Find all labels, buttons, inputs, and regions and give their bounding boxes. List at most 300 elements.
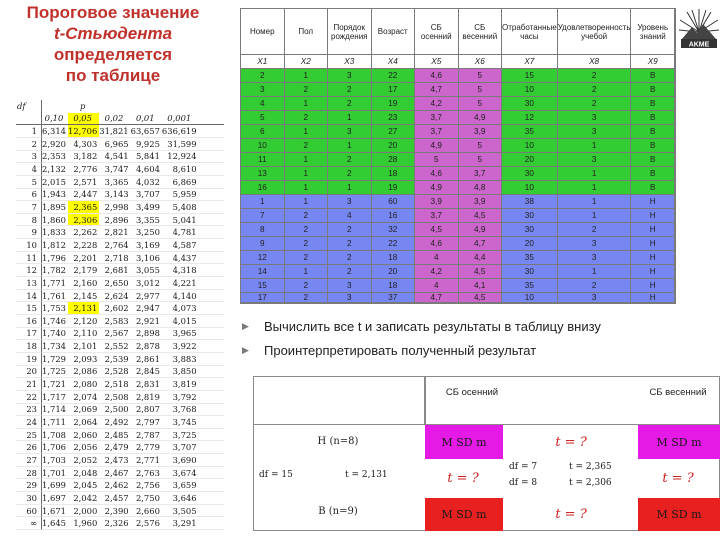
data-table-cell: 15 xyxy=(241,279,285,293)
t-table-cell: 2,756 xyxy=(131,479,162,492)
t-table-cell: 1,725 xyxy=(42,366,66,377)
data-table-cell: 2 xyxy=(328,83,372,97)
data-table-cell: 12 xyxy=(502,111,558,125)
t-table-cell-spacer xyxy=(199,239,224,252)
t-table-cell: 63,657 xyxy=(130,126,160,137)
t-table-cell: 2,042 xyxy=(68,492,99,505)
t-table-df-cell: 25 xyxy=(16,429,42,442)
t-table-cell-spacer xyxy=(199,252,224,265)
t-table-cell: 1,895 xyxy=(42,201,66,212)
t-table-df-cell: 60 xyxy=(16,505,42,518)
t-table-cell-spacer xyxy=(199,151,224,164)
data-table-cell: 3 xyxy=(558,153,632,167)
data-table-cell: В xyxy=(631,83,675,97)
data-table-cell: 1 xyxy=(285,125,329,139)
t-table-cell-spacer xyxy=(199,315,224,328)
data-table-cell: 18 xyxy=(372,251,416,265)
t-table-cell-spacer xyxy=(199,416,224,429)
t-table-prob-header: 0,001 xyxy=(162,113,199,126)
t-table-cell: 3,690 xyxy=(162,454,199,467)
bullet-item-2 xyxy=(242,343,536,358)
t-table-cell: 2,576 xyxy=(131,517,162,530)
data-table-cell: 18 xyxy=(372,279,416,293)
t-table-cell: 3,365 xyxy=(99,176,130,189)
data-table-cell: 22 xyxy=(372,237,416,251)
t-table-cell: 3,707 xyxy=(162,441,199,454)
data-table-cell: 35 xyxy=(502,251,558,265)
akme-logo xyxy=(678,6,720,52)
data-table-cell: 1 xyxy=(285,167,329,181)
t-table-cell: 2,779 xyxy=(131,441,162,454)
data-table-cell: 38 xyxy=(502,195,558,209)
data-table-cell: 35 xyxy=(502,125,558,139)
data-table-cell: 3,7 xyxy=(415,209,459,223)
data-table-cell: 3 xyxy=(328,125,372,139)
t-table-cell: 1,697 xyxy=(42,492,66,503)
data-table-cell: 23 xyxy=(372,111,416,125)
bullet-arrow-icon: ▶ xyxy=(242,345,249,355)
t-table-cell: 1,701 xyxy=(42,467,66,478)
t-table-cell: 2,500 xyxy=(99,404,130,417)
data-table-cell: 1 xyxy=(328,139,372,153)
t-table-cell: 1,833 xyxy=(42,227,66,238)
t-table-cell: 6,314 xyxy=(42,126,66,137)
data-table-cell: 4,9 xyxy=(415,181,459,195)
formula-t-2131: t = 2,131 xyxy=(345,470,388,480)
data-table-cell: Н xyxy=(631,251,675,265)
t-table-cell: 4,318 xyxy=(162,264,199,277)
data-table-cell: 4,7 xyxy=(415,293,459,303)
t-table-cell: 2,052 xyxy=(68,454,99,467)
t-table-cell: 2,060 xyxy=(68,429,99,442)
data-table-cell: 30 xyxy=(502,265,558,279)
t-table-df-cell: 19 xyxy=(16,353,42,366)
t-table-cell: 2,086 xyxy=(68,366,99,379)
t-table-cell: 1,699 xyxy=(42,480,66,491)
data-table-cell: 4 xyxy=(241,97,285,111)
slide-title xyxy=(0,2,226,86)
t-table-cell-spacer xyxy=(199,366,224,379)
t-distribution-table xyxy=(16,100,224,530)
t-table-cell: 2,819 xyxy=(131,391,162,404)
t-table-df-cell: 29 xyxy=(16,479,42,492)
t-table-cell: 2,457 xyxy=(99,492,130,505)
data-table-cell: 35 xyxy=(502,279,558,293)
t-table-cell: 3,291 xyxy=(162,517,199,530)
data-table-cell: 2 xyxy=(558,223,632,237)
data-table-cell: 2 xyxy=(241,69,285,83)
t-table-cell: 2,110 xyxy=(68,328,99,341)
data-table-header: Удовлетворенность учебой xyxy=(558,9,632,55)
t-table-cell: 2,567 xyxy=(99,328,130,341)
t-table-cell: 4,032 xyxy=(131,176,162,189)
t-table-cell: 1,734 xyxy=(42,341,66,352)
t-table-df-cell: 28 xyxy=(16,467,42,480)
t-table-cell: 2,492 xyxy=(99,416,130,429)
t-table-cell: 2,807 xyxy=(131,404,162,417)
data-table-cell: 8 xyxy=(241,223,285,237)
t-table-cell: 5,041 xyxy=(162,214,199,227)
data-table-cell: 30 xyxy=(502,223,558,237)
t-table-cell-spacer xyxy=(199,264,224,277)
t-table-cell: 1,761 xyxy=(42,290,66,301)
data-table-cell: 2 xyxy=(285,279,329,293)
t-table-df-cell: 14 xyxy=(16,290,42,303)
data-table-cell: 1 xyxy=(558,167,632,181)
t-table-cell: 2,131 xyxy=(68,302,99,315)
title-line-4: по таблице xyxy=(65,66,161,85)
t-table-cell: 2,015 xyxy=(42,176,66,187)
data-table-cell: 3 xyxy=(328,293,372,303)
t-table-cell: 2,896 xyxy=(99,214,130,227)
t-table-cell-spacer xyxy=(199,353,224,366)
data-table-cell: 4,8 xyxy=(459,181,503,195)
t-table-cell: 1,943 xyxy=(42,189,66,200)
data-table-cell: 3,9 xyxy=(459,125,503,139)
data-table-cell: 1 xyxy=(558,265,632,279)
t-table-cell: 2,228 xyxy=(68,239,99,252)
data-table-cell: 3 xyxy=(558,111,632,125)
t-table-df-cell: 3 xyxy=(16,151,42,164)
t-table-df-cell: 4 xyxy=(16,163,42,176)
data-table-cell: 2 xyxy=(558,279,632,293)
t-table-cell: 4,587 xyxy=(162,239,199,252)
t-table-cell: 2,528 xyxy=(99,366,130,379)
logo-text: AKME xyxy=(688,41,710,49)
data-table-cell: 20 xyxy=(372,139,416,153)
data-table-cell: 20 xyxy=(502,153,558,167)
data-table-header: Порядок рождения xyxy=(328,9,372,55)
t-table-cell: 2,797 xyxy=(131,416,162,429)
data-table-cell: 4,9 xyxy=(459,111,503,125)
t-table-cell-spacer xyxy=(199,492,224,505)
t-table-cell: 3,646 xyxy=(162,492,199,505)
t-table-df-cell: 21 xyxy=(16,378,42,391)
data-table-cell: 5 xyxy=(415,153,459,167)
formula-t-2306: t = 2,306 xyxy=(569,478,612,488)
data-table-cell: 19 xyxy=(372,181,416,195)
t-table-cell: 2,479 xyxy=(99,441,130,454)
row-label-v: В (n=9) xyxy=(318,506,358,517)
t-table-cell: 2,624 xyxy=(99,290,130,303)
data-table-cell: 5 xyxy=(459,139,503,153)
t-table-cell: 2,602 xyxy=(99,302,130,315)
t-table-df-cell: 24 xyxy=(16,416,42,429)
t-table-cell: 1,714 xyxy=(42,404,66,415)
data-table-cell: 2 xyxy=(285,139,329,153)
data-table-cell: 4,9 xyxy=(459,223,503,237)
data-table-cell: 3,9 xyxy=(415,195,459,209)
t-table-cell: 2,000 xyxy=(68,505,99,518)
t-table-df-cell: 9 xyxy=(16,226,42,239)
t-table-cell-spacer xyxy=(199,138,224,151)
t-table-cell-spacer xyxy=(199,163,224,176)
data-table-var-code: X1 xyxy=(241,55,285,69)
results-header-cell xyxy=(425,376,720,425)
data-table-cell: 5 xyxy=(459,153,503,167)
data-table-cell: В xyxy=(631,69,675,83)
data-table-cell: 12 xyxy=(241,251,285,265)
data-table-cell: 2 xyxy=(285,223,329,237)
t-table-prob-header: 0,01 xyxy=(131,113,162,126)
data-table-cell: 27 xyxy=(372,125,416,139)
data-table-cell: 2 xyxy=(328,265,372,279)
t-table-cell: 3,505 xyxy=(162,505,199,518)
t-table-cell: 1,708 xyxy=(42,429,66,440)
data-table-cell: 1 xyxy=(285,153,329,167)
data-table-cell: 14 xyxy=(241,265,285,279)
t-table-df-cell: 5 xyxy=(16,176,42,189)
data-table-cell: 1 xyxy=(285,181,329,195)
data-table-cell: 2 xyxy=(285,83,329,97)
t-table-cell: 3,250 xyxy=(131,226,162,239)
data-table-cell: 5 xyxy=(241,111,285,125)
t-table-cell: 3,659 xyxy=(162,479,199,492)
t-table-cell: 2,262 xyxy=(68,226,99,239)
t-table-cell: 2,160 xyxy=(68,277,99,290)
data-table-cell: 3,7 xyxy=(415,111,459,125)
t-table-cell: 2,787 xyxy=(131,429,162,442)
akme-logo-icon xyxy=(678,6,720,52)
t-table-df-cell: 2 xyxy=(16,138,42,151)
t-table-cell: 2,045 xyxy=(68,479,99,492)
t-table-prob-header: 0,05 xyxy=(68,113,99,126)
t-value-n-seasons: t = ? xyxy=(555,434,587,450)
data-table-cell: 5 xyxy=(459,97,503,111)
t-table-cell: 1,782 xyxy=(42,265,66,276)
data-table-var-code: X8 xyxy=(558,55,632,69)
data-table-cell: В xyxy=(631,167,675,181)
t-table-header-spacer xyxy=(199,100,224,113)
t-table-cell: 1,729 xyxy=(42,353,66,364)
t-table-cell-spacer xyxy=(199,391,224,404)
t-table-cell: 2,048 xyxy=(68,467,99,480)
data-table-cell: 10 xyxy=(241,139,285,153)
t-table-cell: 1,671 xyxy=(42,505,66,516)
t-table-cell: 2,718 xyxy=(99,252,130,265)
data-table-cell: 18 xyxy=(372,167,416,181)
t-table-cell-spacer xyxy=(199,404,224,417)
data-table-cell: 4 xyxy=(415,251,459,265)
t-table-cell: 12,924 xyxy=(162,151,199,164)
t-table-cell: 2,069 xyxy=(68,404,99,417)
data-table-cell: 1 xyxy=(558,209,632,223)
data-table-cell: 1 xyxy=(558,195,632,209)
title-line-1: Пороговое значение xyxy=(26,3,200,22)
t-table-cell-spacer xyxy=(199,505,224,518)
t-table-cell: 2,132 xyxy=(42,164,66,175)
data-table-cell: 5 xyxy=(459,83,503,97)
t-table-cell: 2,145 xyxy=(68,290,99,303)
data-table-header: СБ весенний xyxy=(459,9,503,55)
t-table-p-label: p xyxy=(79,101,86,112)
t-table-cell: 1,711 xyxy=(42,416,66,427)
row-label-n: Н (n=8) xyxy=(317,436,359,447)
t-table-cell: 2,552 xyxy=(99,340,130,353)
t-table-cell: 3,768 xyxy=(162,404,199,417)
t-table-cell: 2,947 xyxy=(131,302,162,315)
bullet-arrow-icon: ▶ xyxy=(242,321,249,331)
formula-df-15: df = 15 xyxy=(259,470,293,480)
t-table-cell: 3,499 xyxy=(131,201,162,214)
t-table-cell: 3,747 xyxy=(99,163,130,176)
t-table-df-cell: 13 xyxy=(16,277,42,290)
t-value-spring: t = ? xyxy=(662,470,694,486)
data-table-cell: 5 xyxy=(459,69,503,83)
t-table-cell: 2,921 xyxy=(131,315,162,328)
col-header-sb-autumn: СБ осенний xyxy=(445,387,499,398)
data-table-cell: 10 xyxy=(502,83,558,97)
t-table-df-cell: 6 xyxy=(16,189,42,202)
t-table-cell: 4,604 xyxy=(131,163,162,176)
t-table-cell: 12,706 xyxy=(67,126,98,137)
t-table-cell: 4,221 xyxy=(162,277,199,290)
data-table-cell: 3,9 xyxy=(459,195,503,209)
t-table-cell: 2,101 xyxy=(68,340,99,353)
data-table-cell: 4 xyxy=(415,279,459,293)
t-table-df-cell: 12 xyxy=(16,264,42,277)
data-table-cell: 4,5 xyxy=(459,209,503,223)
t-table-cell: 1,812 xyxy=(42,239,66,250)
data-table-cell: 37 xyxy=(372,293,416,303)
results-table xyxy=(253,376,720,531)
t-table-cell-spacer xyxy=(199,176,224,189)
data-table-cell: В xyxy=(631,111,675,125)
title-line-3: определяется xyxy=(53,45,173,64)
data-table-cell: 1 xyxy=(285,69,329,83)
t-table-cell: 3,355 xyxy=(131,214,162,227)
t-table-cell: 2,821 xyxy=(99,226,130,239)
data-table-header: Отработанные часы xyxy=(502,9,558,55)
data-table-header: Пол xyxy=(285,9,329,55)
t-table-cell-spacer xyxy=(199,517,224,530)
t-table-cell: 2,508 xyxy=(99,391,130,404)
data-table-cell: 2 xyxy=(328,153,372,167)
t-table-cell: 2,120 xyxy=(68,315,99,328)
data-table-cell: Н xyxy=(631,237,675,251)
data-table-cell: 2 xyxy=(328,251,372,265)
data-table-cell: 2 xyxy=(328,167,372,181)
data-table-var-code: X9 xyxy=(631,55,675,69)
t-table-cell: 5,959 xyxy=(162,189,199,202)
data-table-cell: 4,5 xyxy=(459,293,503,303)
student-data-table xyxy=(240,8,676,304)
t-table-cell: 4,303 xyxy=(68,138,99,151)
data-table-var-code: X4 xyxy=(372,55,416,69)
data-table-cell: 16 xyxy=(241,181,285,195)
data-table-cell: 1 xyxy=(285,195,329,209)
data-table-cell: 3 xyxy=(328,195,372,209)
t-table-cell: 3,922 xyxy=(162,340,199,353)
data-table-cell: 30 xyxy=(502,209,558,223)
t-table-cell: 3,883 xyxy=(162,353,199,366)
t-table-cell: 2,326 xyxy=(99,517,130,530)
formula-t-2365: t = 2,365 xyxy=(569,462,612,472)
data-table-header: Уровень знаний xyxy=(631,9,675,55)
t-table-cell: 2,764 xyxy=(99,239,130,252)
data-table-cell: 4,6 xyxy=(415,237,459,251)
data-table-var-code: X5 xyxy=(415,55,459,69)
bullet-text-2: Проинтерпретировать полученный результат xyxy=(264,343,537,358)
t-table-cell: 2,201 xyxy=(68,252,99,265)
data-table-cell: 10 xyxy=(502,293,558,303)
data-table-cell: 1 xyxy=(558,181,632,195)
t-table-cell: 4,073 xyxy=(162,302,199,315)
t-table-df-cell: ∞ xyxy=(16,517,42,530)
t-table-header-spacer xyxy=(42,100,68,113)
t-table-cell: 2,771 xyxy=(131,454,162,467)
t-table-df-cell: 17 xyxy=(16,328,42,341)
t-table-cell: 8,610 xyxy=(162,163,199,176)
data-table-cell: Н xyxy=(631,279,675,293)
data-table-cell: 28 xyxy=(372,153,416,167)
t-table-cell: 2,681 xyxy=(99,264,130,277)
t-table-df-cell: 26 xyxy=(16,441,42,454)
formula-df-7: df = 7 xyxy=(509,462,538,472)
t-table-cell: 2,845 xyxy=(131,366,162,379)
t-table-cell: 3,792 xyxy=(162,391,199,404)
t-table-cell-spacer xyxy=(199,125,224,138)
data-table-cell: 3,7 xyxy=(459,167,503,181)
data-table-cell: 15 xyxy=(502,69,558,83)
t-table-cell: 4,437 xyxy=(162,252,199,265)
t-table-cell: 2,447 xyxy=(68,189,99,202)
data-table-cell: 10 xyxy=(502,139,558,153)
t-table-df-cell: 20 xyxy=(16,366,42,379)
data-table-cell: 11 xyxy=(241,153,285,167)
t-table-cell-spacer xyxy=(199,226,224,239)
t-table-cell: 2,064 xyxy=(68,416,99,429)
t-table-prob-header: 0,10 xyxy=(42,113,68,126)
t-table-cell: 2,750 xyxy=(131,492,162,505)
data-table-cell: 2 xyxy=(558,97,632,111)
t-table-cell-spacer xyxy=(199,479,224,492)
t-table-cell: 6,869 xyxy=(162,176,199,189)
data-table-cell: 4 xyxy=(328,209,372,223)
t-table-cell-spacer xyxy=(199,429,224,442)
data-table-cell: 4,9 xyxy=(415,139,459,153)
data-table-cell: 7 xyxy=(241,209,285,223)
data-table-cell: 32 xyxy=(372,223,416,237)
data-table-cell: Н xyxy=(631,209,675,223)
data-table-cell: 4,7 xyxy=(415,83,459,97)
data-table-cell: 2 xyxy=(558,83,632,97)
t-table-cell: 2,179 xyxy=(68,264,99,277)
t-table-cell: 3,055 xyxy=(131,264,162,277)
t-table-cell-spacer xyxy=(199,454,224,467)
data-table-cell: 22 xyxy=(372,69,416,83)
t-table-cell-spacer xyxy=(199,378,224,391)
data-table-cell: 30 xyxy=(502,97,558,111)
t-table-cell: 1,717 xyxy=(42,391,66,402)
title-line-2: t-Стьюдента xyxy=(53,24,173,43)
t-table-df-cell: 10 xyxy=(16,239,42,252)
data-table-cell: 2 xyxy=(558,69,632,83)
data-table-cell: 4,5 xyxy=(459,265,503,279)
data-table-cell: 9 xyxy=(241,237,285,251)
data-table-cell: 3 xyxy=(558,293,632,303)
t-table-cell: 1,740 xyxy=(42,328,66,339)
t-table-df-cell: 18 xyxy=(16,340,42,353)
data-table-cell: 2 xyxy=(285,251,329,265)
t-table-cell: 4,140 xyxy=(162,290,199,303)
data-table-cell: 13 xyxy=(241,167,285,181)
t-table-cell: 2,861 xyxy=(131,353,162,366)
data-table-header: Возраст xyxy=(372,9,416,55)
t-table-cell: 1,706 xyxy=(42,442,66,453)
t-table-cell: 4,781 xyxy=(162,226,199,239)
data-table-cell: 3,7 xyxy=(415,125,459,139)
